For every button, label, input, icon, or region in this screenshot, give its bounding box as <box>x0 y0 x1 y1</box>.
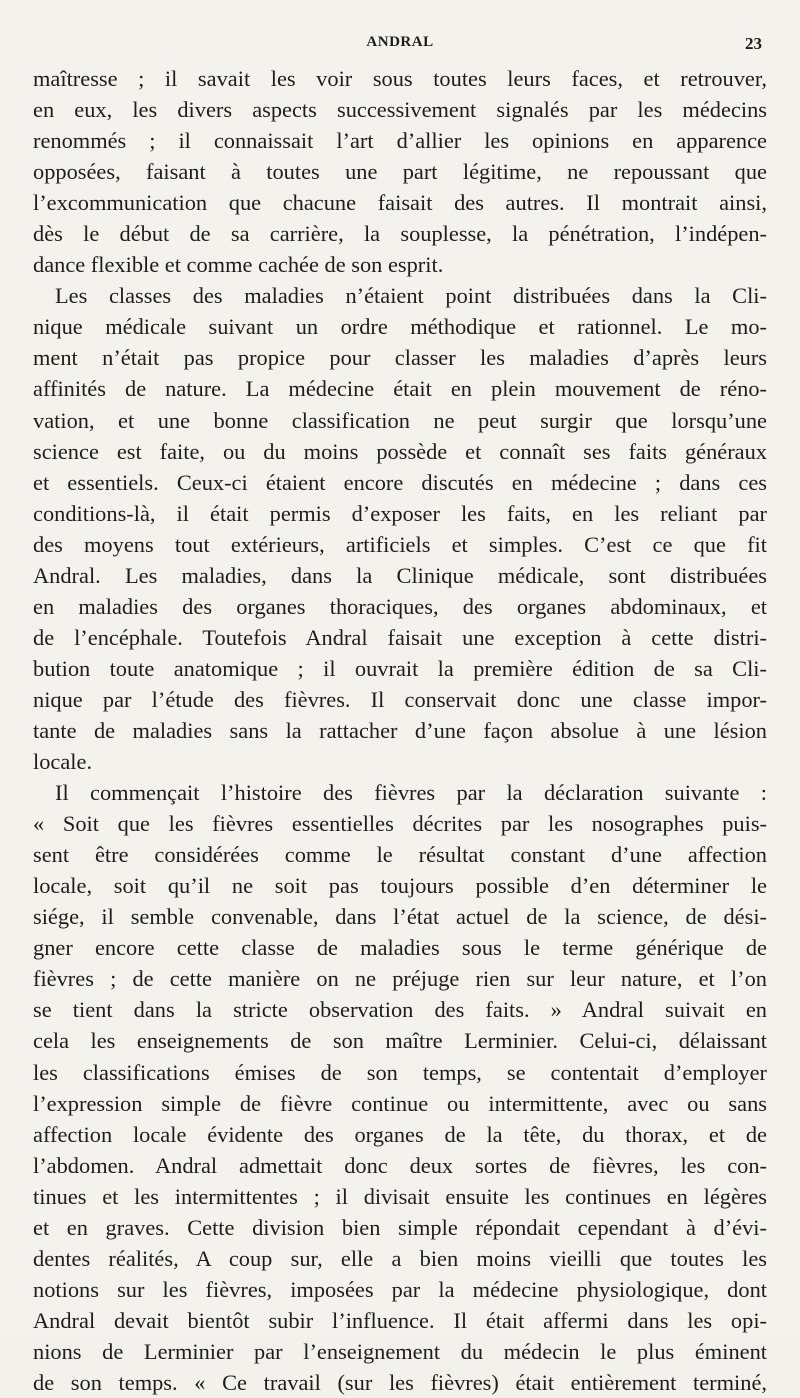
text-line: en maladies des organes thoraciques, des organes abdominaux, et <box>33 593 767 619</box>
text-line: dès le début de sa carrière, la souplesse, la pénétration, l’indépen- <box>33 221 767 247</box>
text-line: science est faite, ou du moins possède et connaît ses faits généraux <box>33 438 767 464</box>
text-line: des moyens tout extérieurs, artificiels et simples. C’est ce que fit <box>33 531 767 557</box>
text-line: notions sur les fièvres, imposées par la médecine physiologique, dont <box>33 1276 767 1302</box>
text-line: l’excommunication que chacune faisait des autres. Il montrait ainsi, <box>33 190 767 216</box>
running-head <box>0 34 800 58</box>
text-line: nions de Lerminier par l’enseignement du médecin le plus éminent <box>33 1338 767 1364</box>
text-line: de son temps. « Ce travail (sur les fièvres) était entièrement terminé, <box>33 1369 767 1395</box>
text-line: gner encore cette classe de maladies sous le terme générique de <box>33 935 767 961</box>
text-line: Andral devait bientôt subir l’influence. Il était affermi dans les opi- <box>33 1307 767 1333</box>
text-line: affinités de nature. La médecine était en plein mouvement de réno- <box>33 376 767 402</box>
running-title: ANDRAL <box>366 34 434 50</box>
text-line: dentes réalités, A coup sur, elle a bien moins vieilli que toutes les <box>33 1245 767 1271</box>
text-line: bution toute anatomique ; il ouvrait la première édition de sa Cli- <box>33 655 767 681</box>
text-line: et en graves. Cette division bien simple répondait cependant à d’évi- <box>33 1214 767 1240</box>
text-line: Andral. Les maladies, dans la Clinique médicale, sont distribuées <box>33 562 767 588</box>
text-line: fièvres ; de cette manière on ne préjuge rien sur leur nature, et l’on <box>33 966 767 992</box>
text-line: siége, il semble convenable, dans l’état actuel de la science, de dési- <box>33 904 767 930</box>
text-line: renommés ; il connaissait l’art d’allier les opinions en apparence <box>33 128 767 154</box>
text-line: les classifications émises de son temps, se contentait d’employer <box>33 1059 767 1085</box>
text-line: et essentiels. Ceux-ci étaient encore discutés en médecine ; dans ces <box>33 469 767 495</box>
text-line: nique par l’étude des fièvres. Il conservait donc une classe impor- <box>33 686 767 712</box>
text-line: locale, soit qu’il ne soit pas toujours possible d’en déterminer le <box>33 873 767 899</box>
text-line: maîtresse ; il savait les voir sous toutes leurs faces, et retrouver, <box>33 66 767 91</box>
text-line: Les classes des maladies n’étaient point distribuées dans la Cli- <box>55 283 767 309</box>
text-line: nique médicale suivant un ordre méthodique et rationnel. Le mo- <box>33 314 767 340</box>
text-line: sent être considérées comme le résultat constant d’une affection <box>33 842 767 868</box>
text-line: se tient dans la stricte observation des faits. » Andral suivait en <box>33 997 767 1023</box>
text-line: l’abdomen. Andral admettait donc deux sortes de fièvres, les con- <box>33 1152 767 1178</box>
text-line: dance flexible et comme cachée de son esprit. <box>33 252 444 278</box>
text-line: « Soit que les fièvres essentielles décrites par les nosographes puis- <box>33 811 767 837</box>
text-line: affection locale évidente des organes de la tête, du thorax, et de <box>33 1121 767 1147</box>
text-line: ment n’était pas propice pour classer les maladies d’après leurs <box>33 345 767 371</box>
text-line: tante de maladies sans la rattacher d’une façon absolue à une lésion <box>33 717 767 743</box>
text-line: locale. <box>33 749 93 775</box>
text-line: Il commençait l’histoire des fièvres par la déclaration suivante : <box>55 780 767 806</box>
text-line: de l’encéphale. Toutefois Andral faisait une exception à cette distri- <box>33 624 767 650</box>
text-line: conditions-là, il était permis d’exposer les faits, en les reliant par <box>33 500 767 526</box>
text-line: opposées, faisant à toutes une part légitime, ne repoussant que <box>33 159 767 185</box>
text-line: l’expression simple de fièvre continue ou intermittente, avec ou sans <box>33 1090 767 1116</box>
text-line: cela les enseignements de son maître Lerminier. Celui-ci, délaissant <box>33 1028 767 1054</box>
body-text <box>33 63 767 1398</box>
text-line: vation, et une bonne classification ne peut surgir que lorsqu’une <box>33 407 767 433</box>
text-line: tinues et les intermittentes ; il divisait ensuite les continues en légères <box>33 1183 767 1209</box>
text-line: en eux, les divers aspects successivement signalés par les médecins <box>33 97 767 123</box>
page-number: 23 <box>745 34 762 53</box>
